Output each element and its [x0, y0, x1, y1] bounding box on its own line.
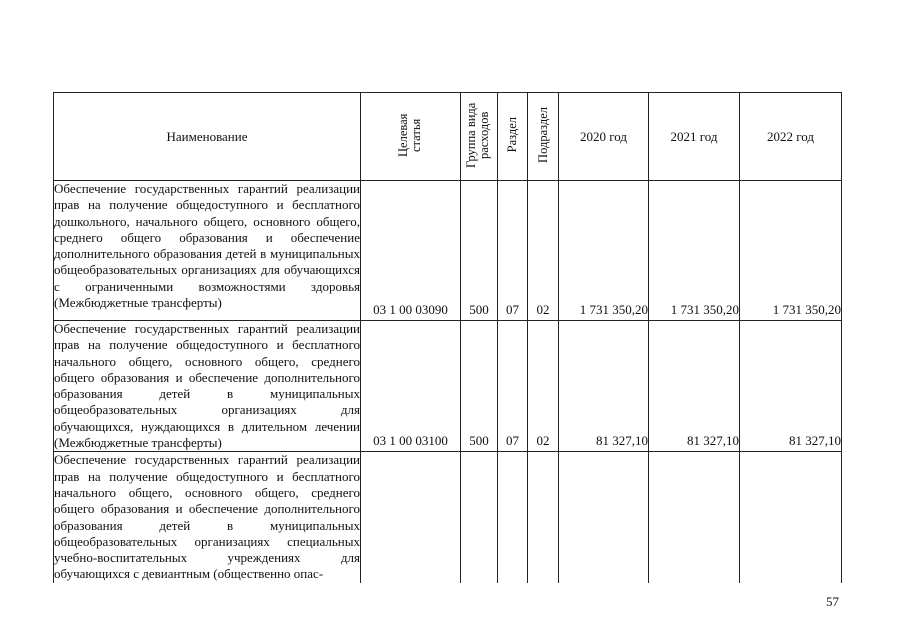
row-expense-group: 500 — [461, 321, 498, 452]
row-amount-2021 — [649, 452, 740, 583]
row-section — [498, 452, 528, 583]
row-name: Обеспечение государственных гарантий реализации прав на получение общедоступного и бесплатного начального общего, основного общего, среднего общего образования и обеспечение дополнительного образования детей в муниципальных общеобразовательных организациях для обучающихся, нуждающихся в длительном лечении (Межбюджетные трансферты) — [54, 321, 360, 451]
header-row — [54, 93, 842, 181]
page-number: 57 — [826, 594, 839, 609]
row-amount-2021: 81 327,10 — [649, 321, 740, 452]
row-name: Обеспечение государственных гарантий реализации прав на получение общедоступного и бесплатного дошкольного, начального общего, основного общего, среднего общего образования и обеспечение дополнительного образования детей в муниципальных общеобразовательных организациях для обучающихся с ограниченными возможностями здоровья (Межбюджетные трансферты) — [54, 181, 360, 311]
row-name-cell — [54, 321, 361, 452]
table-row — [54, 452, 842, 583]
row-amount-2021: 1 731 350,20 — [649, 181, 740, 321]
row-subsection: 02 — [528, 181, 559, 321]
row-amount-2020: 81 327,10 — [559, 321, 649, 452]
header-section — [498, 93, 528, 181]
row-subsection — [528, 452, 559, 583]
header-expense-group — [461, 93, 498, 181]
row-section: 07 — [498, 321, 528, 452]
header-target-item — [361, 93, 461, 181]
row-amount-2020 — [559, 452, 649, 583]
row-subsection: 02 — [528, 321, 559, 452]
header-2021 — [649, 93, 740, 181]
header-section-label: Раздел — [505, 116, 519, 153]
header-2022 — [740, 93, 842, 181]
row-target-item: 03 1 00 03090 — [361, 181, 461, 321]
header-subsection — [528, 93, 559, 181]
row-expense-group: 500 — [461, 181, 498, 321]
row-amount-2020: 1 731 350,20 — [559, 181, 649, 321]
header-name-label: Наименование — [166, 128, 248, 144]
header-expense-group-label: Группа вида расходов — [464, 101, 491, 168]
row-name-cell — [54, 452, 361, 583]
row-amount-2022 — [740, 452, 842, 583]
budget-table — [53, 92, 842, 583]
header-2020 — [559, 93, 649, 181]
row-target-item — [361, 452, 461, 583]
header-target-item-label: Целевая статья — [395, 112, 423, 157]
header-subsection-label: Подраздел — [535, 106, 550, 163]
header-2020-label: 2020 год — [580, 128, 627, 144]
header-2021-label: 2021 год — [670, 128, 718, 144]
row-section: 07 — [498, 181, 528, 321]
table-row — [54, 321, 842, 452]
row-name-cell — [54, 181, 361, 321]
table-row — [54, 181, 842, 321]
header-2022-label: 2022 год — [767, 128, 814, 144]
row-expense-group — [461, 452, 498, 583]
row-target-item: 03 1 00 03100 — [361, 321, 461, 452]
header-name — [54, 93, 361, 181]
row-name: Обеспечение государственных гарантий реализации прав на получение общедоступного и бесплатного начального общего, основного общего, среднего общего образования и обеспечение дополнительного образования детей в муниципальных общеобразовательных организациях специальных учебно-воспитательных учреждениях для обучающихся с девиантным (общественно опас- — [54, 452, 360, 582]
row-amount-2022: 1 731 350,20 — [740, 181, 842, 321]
row-amount-2022: 81 327,10 — [740, 321, 842, 452]
